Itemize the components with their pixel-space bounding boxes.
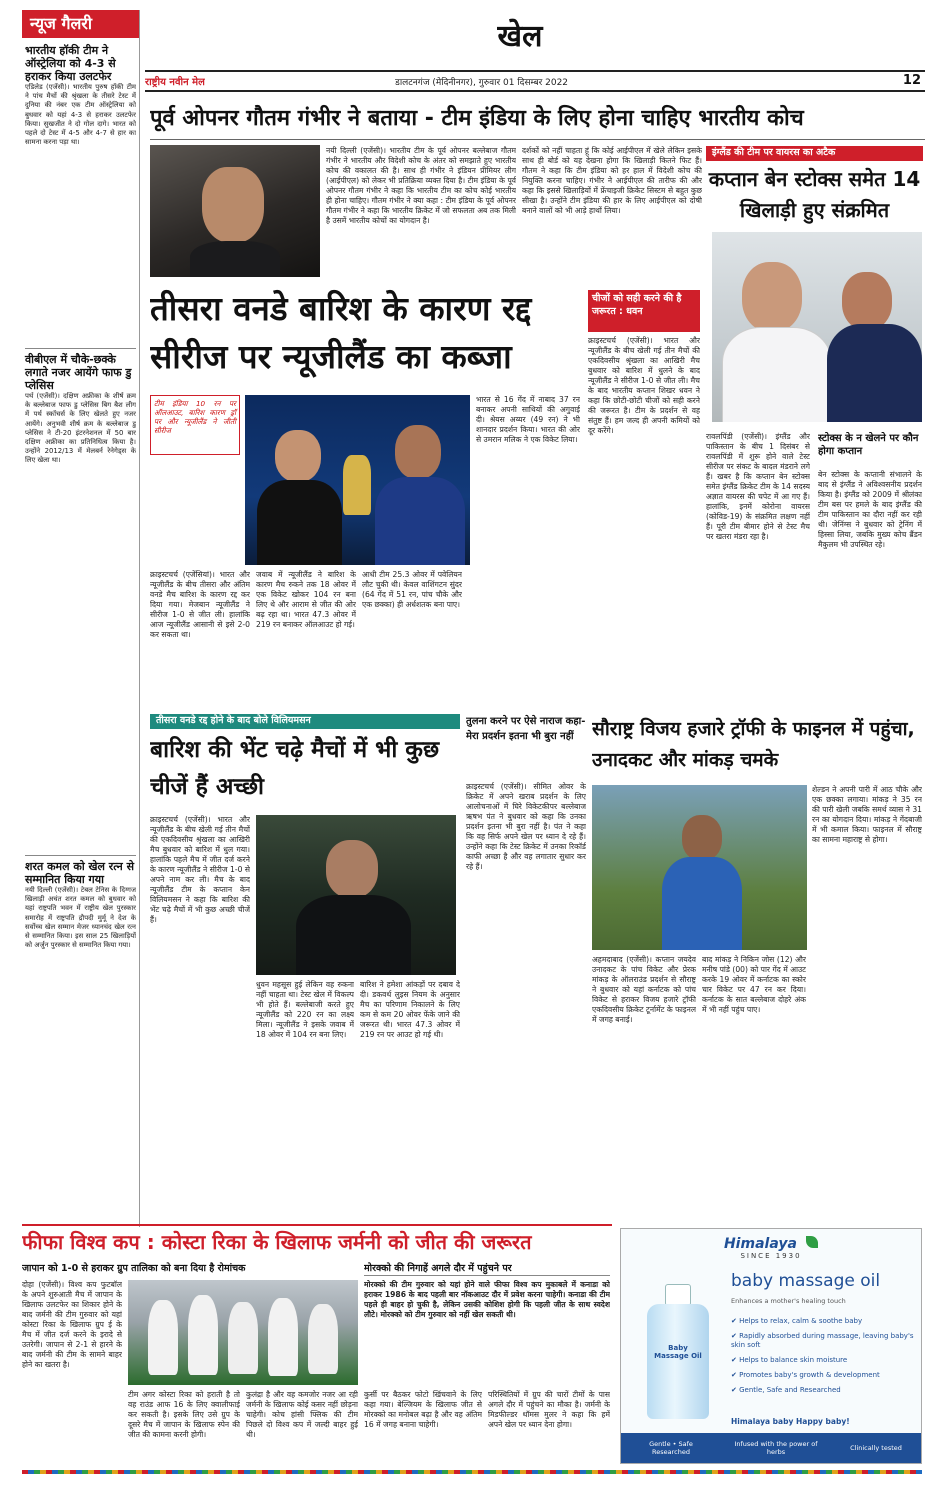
- ad-badge: Infused with the power of herbs: [734, 1440, 818, 1456]
- odi-callout: [150, 395, 240, 455]
- ad-brand: Himalaya: [723, 1236, 797, 1252]
- odi-headline-1: तीसरा वनडे बारिश के कारण रद्द: [150, 289, 532, 328]
- saurashtra-col3: शेल्डन ने अपनी पारी में आठ चौके और एक छक्का लगाया। मांकड़ ने 35 रन की पारी खेली जबकि समर्थ व्यास ने 31 रन का योगदान दिया। मांकड़ ने गेंदबाजी में भी कमाल किया। फाइनल में सौराष्ट्र का सामना महाराष्ट्र से होगा।: [812, 785, 922, 844]
- odi-col4: भारत से 16 गेंद में नाबाद 37 रन बनाकर अपनी साथियों की अगुवाई दी। श्रेयस अय्यर (49 रन) ने भी शानदार प्रदर्शन किया। भारत की ओर से उमरान मलिक ने एक विकेट लिया।: [476, 395, 580, 444]
- ad-badge: Gentle • Safe Researched: [649, 1440, 693, 1456]
- odi-col3: आधी टीम 25.3 ओवर में पवेलियन लौट चुकी थी। केवल वाशिंगटन सुंदर (64 गेंद में 51 रन, पांच चौके और एक छक्का) ही अर्धशतक बना पाए।: [362, 570, 462, 609]
- gambhir-col2: दर्शकों को नहीं चाहता हूं कि कोई आईपीएल में खेले लेकिन इसके साथ ही बोर्ड को यह देखना होगा कि खिलाड़ी कितने फिट हैं। गौतम ने कहा कि टीम इंडिया को हर हाल में विदेशी कोच की नियुक्ति करना चाहिए। गंभीर ने आईपीएल की तारीफ की और कहा कि इससे खिलाड़ियों में फ्रेंचाइजी क्रिकेट सिस्टम से बहुत कुछ सीखा है। उन्होंने टीम इंडिया की हार के लिए आईपीएल को दोषी बनाने वालों को भी आड़े हाथों लिया।: [522, 146, 702, 215]
- ad-footer: Himalaya baby Happy baby!: [731, 1417, 850, 1426]
- meraj-headline: तुलना करने पर ऐसे नाराज कहा- मेरा प्रदर्शन इतना भी बुरा नहीं: [466, 716, 586, 742]
- odi-callout-text: टीम इंडिया 10 रन पर ऑलआउट, बारिश कारण ड्रॉ पर और न्यूजीलैंड ने जीती सीरीज: [154, 399, 236, 435]
- ad-bottle-label: Baby Massage Oil: [654, 1344, 702, 1360]
- ad-benefit: ✔ Helps to relax, calm & soothe baby: [731, 1317, 863, 1325]
- stokes-col2: बेन स्टोक्स के कप्तानी संभालने के बाद से इंग्लैंड ने अविश्वसनीय प्रदर्शन किया है। इंग्लैंड को 2009 में श्रीलंका टीम बस पर हमले के बाद इंग्लैंड की टीम पाकिस्तान का दौरा नहीं कर रही थी। जेनिंग्स ने बुधवार को ट्रेनिंग में हिस्सा लिया, जबकि मुख्य कोच ब्रैंडन मैकुलम भी उपस्थित रहे।: [818, 470, 922, 549]
- stokes-photo: [712, 232, 922, 422]
- section-title: खेल: [497, 19, 543, 54]
- saurashtra-headline: सौराष्ट्र विजय हजारे ट्रॉफी के फाइनल में पहुंचा, उनादकट और मांकड़ चमके: [592, 718, 915, 771]
- ad-benefit: ✔ Rapidly absorbed during massage, leaving baby's skin soft: [731, 1332, 914, 1349]
- ad-tagline: Enhances a mother's healing touch: [731, 1297, 846, 1305]
- divider: [25, 348, 136, 349]
- ad-product-name: baby massage oil: [731, 1271, 881, 1291]
- ad-benefit: ✔ Promotes baby's growth & development: [731, 1371, 880, 1379]
- masthead: राष्ट्रीय नवीन मेल: [145, 77, 205, 88]
- fifa-sub2: मोरक्को की निगाहें अगले दौर में पहुंचने पर: [364, 1262, 610, 1276]
- fifa-headline-bar: [22, 1224, 612, 1258]
- meraj-body: क्राइस्टचर्च (एजेंसी)। सीमित ओवर के क्रिकेट में अपने खराब प्रदर्शन के लिए आलोचनाओं में घिरे विकेटकीपर बल्लेबाज ऋषभ पंत ने बुधवार को कहा कि उनका प्रदर्शन इतना भी बुरा नहीं है। पंत ने कहा कि वह सिर्फ अपने खेल पर ध्यान दे रहे हैं। उन्होंने कहा कि टेस्ट क्रिकेट में उनका रिकॉर्ड काफी अच्छा है और वह लगातार सुधार कर रहे हैं।: [466, 782, 586, 871]
- leaf-icon: [806, 1236, 818, 1248]
- color-border: [22, 1470, 922, 1474]
- odi-col1: क्राइस्टचर्च (एजेंसियां)। भारत और न्यूजीलैंड के बीच तीसरा और अंतिम वनडे मैच बारिश के कारण रद्द कर दिया गया। मेजबान न्यूजीलैंड ने सीरीज 1-0 से जीत ली। हालांकि आज न्यूजीलैंड आसानी से इसे 2-0 कर सकता था।: [150, 570, 250, 639]
- ad-benefit: ✔ Gentle, Safe and Researched: [731, 1386, 841, 1394]
- himalaya-ad[interactable]: [620, 1228, 922, 1464]
- fifa-col6: परिस्थितियों में ग्रुप की चारों टीमों के पास अगले दौर में पहुंचने का मौका है। जर्मनी के मिडफील्डर थॉमस मुलर ने कहा कि हमें अपने खेल पर ध्यान देना होगा।: [488, 1390, 610, 1429]
- ad-badge: Clinically tested: [850, 1444, 902, 1452]
- divider: [25, 855, 136, 856]
- saurashtra-col1: अहमदाबाद (एजेंसी)। कप्तान जयदेव उनादकट के पांच विकेट और प्रेरक मांकड़ के ऑलराउंड प्रदर्शन से सौराष्ट्र ने बुधवार को यहां कर्नाटक को पांच विकेट से हराकर विजय हजारे ट्रॉफी एकदिवसीय क्रिकेट टूर्नामेंट के फाइनल में जगह बनाई।: [592, 955, 696, 1024]
- gambhir-photo: [150, 145, 320, 277]
- gambhir-col1: नयी दिल्ली (एजेंसी)। भारतीय टीम के पूर्व ओपनर बल्लेबाज गौतम गंभीर ने भारतीय और विदेशी कोच के अंतर को समझाते हुए भारतीय कोच की वकालत की है। साथ ही गंभीर ने इंडियन प्रीमियर लीग (आईपीएल) को लेकर भी प्रतिक्रिया व्यक्त दिया है। टीम इंडिया के पूर्व ओपनर गौतम गंभीर ने कहा कि भारतीय टीम का कोच कोई भारतीय ही होना चाहिए। गौतम गंभीर ने क्या कहा : टीम इंडिया के पूर्व ओपनर गौतम गंभीर ने कहा कि भारतीय क्रिकेट में जो सफलता अब तक मिली है उसमें भारतीय कोचों का योगदान है।: [326, 146, 516, 225]
- sidebar-item-body: एडिलेड (एजेंसी)। भारतीय पुरुष हॉकी टीम ने पांच मैचों की श्रृंखला के तीसरे टेस्ट में दुनिया की नंबर एक टीम ऑस्ट्रेलिया को बुधवार को यहां 4-3 से हराकर उलटफेर किया। सुखजीत ने दो गोल दागे। भारत को पहले दो टेस्ट में 4-5 और 4-7 से हार का सामना करना पड़ा था।: [25, 83, 136, 147]
- ad-brand-row: [621, 1233, 921, 1263]
- fifa-sub: जापान को 1-0 से हराकर ग्रुप तालिका को बना दिया है रोमांचक: [22, 1263, 246, 1274]
- odi-headline-box: [150, 285, 582, 385]
- fifa-col3: कुलंद्रा है और वह कमजोर नजर आ रही जर्मनी के खिलाफ कोई कसर नहीं छोड़ना चाहेगी। कोच हांसी फ्लिक की टीम पिछले दो विश्व कप में जल्दी बाहर हुई थी।: [246, 1390, 358, 1439]
- williamson-photo: [256, 815, 456, 975]
- ad-since: SINCE 1930: [740, 1252, 802, 1260]
- saurashtra-col2: बाद मांकड़ ने निकिन जोस (12) और मनीष पांडे (00) को पार गेंद में आउट करके 19 ओवर में कर्नाटक का स्कोर चार विकेट पर 47 रन कर दिया। कर्नाटक के सात बल्लेबाज दोहरे अंक में भी नहीं पहुंच पाए।: [702, 955, 806, 1014]
- dateline: डालटनगंज (मेदिनीनगर), गुरुवार 01 दिसम्बर 2022: [395, 78, 569, 88]
- williamson-headline: बारिश की भेंट चढ़े मैचों में भी कुछ चीजें हैं अच्छी: [150, 737, 440, 800]
- ad-badges: [621, 1433, 921, 1463]
- dhawan-body: क्राइस्टचर्च (एजेंसी)। भारत और न्यूजीलैंड के बीच खेली गई तीन मैचों की एकदिवसीय श्रृंखला का आखिरी मैच बुधवार को बारिश में धुलने के बाद न्यूजीलैंड ने सीरीज 1-0 से जीत ली। मैच के बाद भारतीय कप्तान शिखर धवन ने कहा कि छोटी-छोटी चीजों को सही करने की जरूरत है। टीम के प्रदर्शन से वह संतुष्ट हैं। हम जल्द ही अपनी कमियों को दूर करेंगे।: [588, 336, 700, 435]
- fifa-col4: मोरक्को की टीम गुरुवार को यहां होने वाले फीफा विश्व कप मुकाबले में कनाडा को हराकर 1986 के बाद पहली बार नॉकआउट दौर में प्रवेश करना चाहेगी। कनाडा की टीम पहले ही बाहर हो चुकी है, लेकिन उसकी कोशिश होगी कि पहली जीत के साथ स्वदेश लौटे। मोरक्को को टीम गुरुवार को नहीं खेल सकती थी।: [364, 1280, 610, 1319]
- masthead-bar: [145, 70, 925, 92]
- williamson-kicker: तीसरा वनडे रद्द होने के बाद बोले विलियमसन: [150, 714, 460, 729]
- williamson-col3: बारिश ने हमेशा आंकड़ों पर दबाव दे दी। डकवर्थ लुइस नियम के अनुसार मैच का परिणाम निकालने के लिए कम से कम 20 ओवर फेंके जाने की जरूरत थी। भारत 47.3 ओवर में 219 रन पर आउट हो गई थी।: [360, 980, 460, 1039]
- stokes-kicker: इंग्लैंड की टीम पर वायरस का अटैक: [706, 146, 923, 161]
- page-number: 12: [902, 73, 921, 88]
- stokes-subhead: स्टोक्स के न खेलने पर कौन होगा कप्तान: [818, 433, 919, 457]
- stokes-headline: कप्तान बेन स्टोक्स समेत 14 खिलाड़ी हुए संक्रमित: [708, 167, 921, 222]
- sidebar-item-body: पर्थ (एजेंसी)। दक्षिण अफ्रीका के शीर्ष क्रम के बल्लेबाज फाफ डु प्लेसिस बिग बैश लीग में पर्थ स्कॉचर्स के लिए खेलते हुए नजर आयेंगे। अनुभवी शीर्ष क्रम के बल्लेबाज डु प्लेसिस ने टी-20 इंटरनेशनल में 50 बार दक्षिण अफ्रीका का प्रतिनिधित्व किया है। उन्होंने 2012/13 में मेलबर्न रेनेगेड्स के लिए खेला था।: [25, 392, 136, 465]
- williamson-col1: क्राइस्टचर्च (एजेंसी)। भारत और न्यूजीलैंड के बीच खेली गई तीन मैचों की एकदिवसीय श्रृंखला का आखिरी मैच बुधवार को बारिश में धुल गया। हालांकि पहले मैच में जीत दर्ज करने के कारण न्यूजीलैंड ने सीरीज 1-0 से अपने नाम कर ली। मैच के बाद न्यूजीलैंड टीम के कप्तान केन विलियमसन ने कहा कि बारिश की भेंट चढ़े मैचों में भी कुछ अच्छी चीजें हैं।: [150, 815, 250, 924]
- gambhir-headline: पूर्व ओपनर गौतम गंभीर ने बताया - टीम इंडिया के लिए होना चाहिए भारतीय कोच: [150, 100, 925, 140]
- odi-col2: जवाब में न्यूजीलैंड ने बारिश के कारण मैच रुकने तक 18 ओवर में एक विकेट खोकर 104 रन बना लिए थे और आराम से जीत की ओर बढ़ रहा था। भारत 47.3 ओवर में 219 रन बनाकर ऑलआउट हो गई।: [256, 570, 356, 629]
- sidebar-item-title: वीबीएल में चौके-छक्के लगाते नजर आयेंगे फाफ डु प्लेसिस: [25, 353, 132, 392]
- news-gallery-sidebar: [22, 10, 140, 1227]
- fifa-col1: दोहा (एजेंसी)। विश्व कप फुटबॉल के अपने शुरुआती मैच में जापान के खिलाफ उलटफेर का शिकार होने के बाद जर्मनी की टीम गुरुवार को यहां कोस्टा रिका के खिलाफ ग्रुप ई के मैच में जीत दर्ज करने के इरादे से उतरेगी। जापान से 2-1 से हारने के बाद जर्मनी की टीम के सामने बाहर होने का खतरा है।: [22, 1280, 122, 1369]
- sidebar-item-body: नयी दिल्ली (एजेंसी)। टेबल टेनिस के दिग्गज खिलाड़ी अचंत शरत कमल को बुधवार को यहां राष्ट्रपति भवन में राष्ट्रीय खेल पुरस्कार समारोह में राष्ट्रपति द्रौपदी मुर्मू ने देश के सर्वोच्च खेल सम्मान मेजर ध्यानचंद खेल रत्न से सम्मानित किया। इस साल 25 खिलाड़ियों को अर्जुन पुरस्कार से सम्मानित किया गया।: [25, 886, 136, 950]
- fifa-photo: [128, 1280, 358, 1385]
- fifa-col5: कुर्सी पर बैठकर फोटो खिंचवाने के लिए कहा गया। बेल्जियम के खिलाफ जीत से मोरक्को का मनोबल बढ़ा है और वह अंतिम 16 में जगह बनाना चाहेगी।: [364, 1390, 482, 1429]
- ad-benefit: ✔ Helps to balance skin moisture: [731, 1356, 848, 1364]
- saurashtra-photo: [592, 785, 807, 950]
- sidebar-item-title: भारतीय हॉकी टीम ने ऑस्ट्रेलिया को 4-3 से हराकर किया उलटफेर: [25, 44, 116, 83]
- stokes-col1: रावलपिंडी (एजेंसी)। इंग्लैंड और पाकिस्तान के बीच 1 दिसंबर से रावलपिंडी में शुरू होने वाले टेस्ट सीरीज पर संकट के बादल मंडराने लगे हैं। खबर है कि कप्तान बेन स्टोक्स समेत इंग्लैंड क्रिकेट टीम के 14 सदस्य अज्ञात वायरस की चपेट में आ गए हैं। हालांकि, इनमें कोरोना वायरस (कोविड-19) के संक्रमित लक्षण नहीं हैं। पूरी टीम बीमार होने से टेस्ट मैच पर खतरा मंडरा रहा है।: [706, 432, 810, 541]
- williamson-col2: धुवन महसूस हुई लेकिन वह रुकना नहीं चाहता था। टेस्ट खेल में विकल्प भी होते हैं। बल्लेबाजी करते हुए न्यूजीलैंड को 220 रन का लक्ष्य मिला। न्यूजीलैंड ने इसके जवाब में 18 ओवर में 104 रन बना लिए।: [256, 980, 354, 1039]
- fifa-col2: टीम अगर कोस्टा रिका को हराती है तो वह राउंड आफ 16 के लिए क्वालीफाई कर सकती है। इसके लिए उसे ग्रुप के दूसरे मैच में जापान के खिलाफ स्पेन की जीत की कामना करनी होगी।: [128, 1390, 240, 1439]
- odi-trophy-photo: [245, 395, 470, 565]
- fifa-headline: फीफा विश्व कप : कोस्टा रिका के खिलाफ जर्मनी को जीत की जरूरत: [22, 1230, 532, 1254]
- sidebar-label: न्यूज गैलरी: [22, 10, 139, 38]
- ad-bottle: [643, 1284, 713, 1419]
- odi-headline-2: सीरीज पर न्यूजीलैंड का कब्जा: [150, 337, 512, 376]
- sidebar-item: [22, 38, 139, 1218]
- ad-benefits: [731, 1317, 917, 1421]
- sidebar-item-title: शरत कमल को खेल रत्न से सम्मानित किया गया: [25, 860, 135, 886]
- dhawan-headline: चीजों को सही करने की है जरूरत : धवन: [588, 290, 700, 332]
